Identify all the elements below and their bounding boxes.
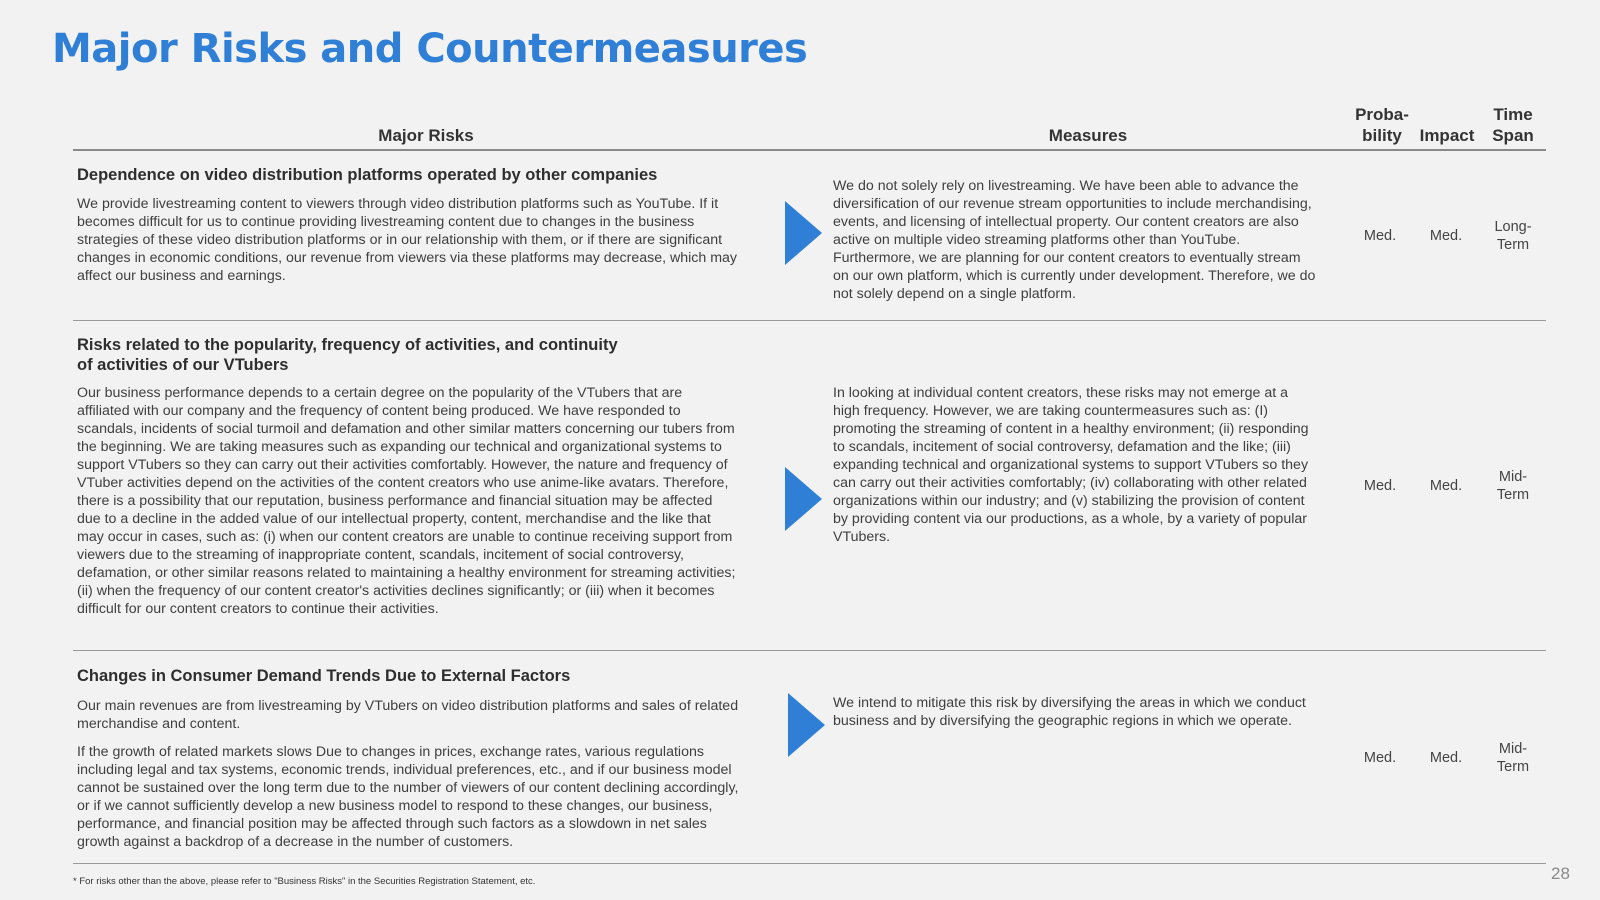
header-time-span: [1478, 104, 1548, 146]
text-line: (ii) when the frequency of our content creator's activities declines significantly; or (iii) when it becomes: [77, 583, 715, 599]
risk-title-line: of activities of our VTubers: [77, 356, 289, 374]
header-probability: [1347, 104, 1417, 146]
text-line: performance, and financial position may be affected through such factors as a slowdown in net sales: [77, 816, 707, 832]
text-line: promoting the streaming of content in a healthy environment; (ii) responding: [833, 421, 1309, 437]
text-line: on our own platform, which is currently under development. Therefore, we do: [833, 268, 1316, 284]
risk-description: [77, 743, 738, 851]
text-line: Our business performance depends to a certain degree on the popularity of the VTubers that are: [77, 385, 683, 401]
text-line: by providing content via our productions, as a whole, by a variety of popular: [833, 511, 1307, 527]
impact-value: Med.: [1429, 478, 1463, 494]
text-line: We do not solely rely on livestreaming. We have been able to advance the: [833, 178, 1299, 194]
risk-description: [77, 195, 737, 285]
risk-title-line: Risks related to the popularity, frequency of activities, and continuity: [77, 336, 618, 354]
text-line: affect our business and earnings.: [77, 268, 286, 284]
text-line: becomes difficult for us to continue providing livestreaming content due to changes in the business: [77, 214, 695, 230]
text-line: scandals, incidents of social turmoil and defamation and other similar matters concerning our tubers from: [77, 421, 735, 437]
text-line: there is a possibility that our reputation, business performance and financial situation may be affected: [77, 493, 713, 509]
time-span-line: Mid-: [1498, 469, 1528, 485]
footnote: * For risks other than the above, please refer to "Business Risks" in the Securities Registration Statement, etc.: [73, 876, 536, 887]
risk-title: [77, 165, 657, 185]
bottom-divider: [73, 863, 1546, 864]
text-line: viewers due to the streaming of inappropriate content, scandals, incitement of social controversy,: [77, 547, 684, 563]
measure-description: [833, 177, 1351, 303]
risk-title-line: Dependence on video distribution platforms operated by other companies: [77, 166, 658, 184]
arrow-right-icon: [788, 693, 825, 757]
time-span-line: Term: [1496, 237, 1530, 253]
page-title: Major Risks and Countermeasures: [52, 26, 808, 72]
risk-description: [77, 384, 735, 618]
header-major-risks: Major Risks: [378, 126, 474, 145]
header-time-span-line2: Span: [1492, 126, 1534, 145]
measure-description: [833, 384, 1351, 546]
text-line: Furthermore, we are planning for our content creators to eventually stream: [833, 250, 1301, 266]
text-line: active on multiple video streaming platforms other than YouTube.: [833, 232, 1241, 248]
arrow-right-icon: [785, 467, 822, 531]
text-line: difficult for our content creators to continue their activities.: [77, 601, 439, 617]
text-line: business and by diversifying the geographic regions in which we operate.: [833, 713, 1293, 729]
text-line: due to a decline in the added value of our intellectual property, content, merchandise and the like that: [77, 511, 711, 527]
header-impact: Impact: [1419, 126, 1475, 145]
time-span-value: [1478, 468, 1548, 504]
text-line: organizations within our industry; and (v) stabilizing the provision of content: [833, 493, 1305, 509]
text-line: expanding technical and organizational systems to support VTubers so they: [833, 457, 1309, 473]
text-line: to scandals, incitement of social controversy, defamation and the like; (iii): [833, 439, 1291, 455]
text-line: diversification of our revenue stream opportunities to include merchandising,: [833, 196, 1312, 212]
text-line: the beginning. We are taking measures such as expanding our technical and organizational systems to: [77, 439, 722, 455]
risk-title-line: Changes in Consumer Demand Trends Due to External Factors: [77, 667, 571, 685]
text-line: changes in economic conditions, our revenue from viewers via these platforms may decrease, which may: [77, 250, 738, 266]
page-number: 28: [1551, 864, 1570, 883]
header-divider: [73, 149, 1546, 151]
probability-value: Med.: [1363, 750, 1397, 766]
row-divider: [73, 650, 1546, 651]
text-line: not solely depend on a single platform.: [833, 286, 1076, 302]
text-line: strategies of these video distribution platforms or in our relationship with them, or if there are significant: [77, 232, 723, 248]
text-line: If the growth of related markets slows Due to changes in prices, exchange rates, various regulations: [77, 744, 704, 760]
text-line: may occur in cases, such as: (i) when our content creators are unable to continue receiving support from: [77, 529, 733, 545]
text-line: VTuber activities depend on the activities of the content creators who use anime-like avatars. Therefore,: [77, 475, 729, 491]
text-line: merchandise and content.: [77, 716, 241, 732]
time-span-line: Term: [1496, 487, 1530, 503]
header-probability-line2: bility: [1362, 126, 1402, 145]
probability-value: Med.: [1363, 478, 1397, 494]
time-span-value: [1478, 740, 1548, 776]
text-line: including legal and tax systems, economic trends, individual preferences, etc., and if our business model: [77, 762, 732, 778]
probability-value: Med.: [1363, 228, 1397, 244]
row-divider: [73, 320, 1546, 321]
text-line: can carry out their activities comfortably; (iv) collaborating with other related: [833, 475, 1307, 491]
text-line: We provide livestreaming content to viewers through video distribution platforms such as YouTube. If it: [77, 196, 719, 212]
text-line: affiliated with our company and the frequency of content being produced. We have responded to: [77, 403, 681, 419]
time-span-value: [1478, 218, 1548, 254]
text-line: defamation, or other similar reasons related to maintaining a healthy environment for streaming activities;: [77, 565, 736, 581]
impact-value: Med.: [1429, 750, 1463, 766]
text-line: We intend to mitigate this risk by diversifying the areas in which we conduct: [833, 695, 1306, 711]
text-line: events, and licensing of intellectual property. Our content creators are also: [833, 214, 1299, 230]
text-line: In looking at individual content creators, these risks may not emerge at a: [833, 385, 1289, 401]
header-measures: Measures: [1048, 126, 1128, 145]
risk-description: [77, 697, 738, 733]
header-time-span-line1: Time: [1493, 105, 1533, 124]
text-line: high frequency. However, we are taking countermeasures such as: (I): [833, 403, 1269, 419]
text-line: cannot be sustained over the long term due to the number of viewers of our content declining accordingly,: [77, 780, 739, 796]
text-line: support VTubers so they can carry out their activities comfortably. However, the nature and frequency of: [77, 457, 728, 473]
time-span-line: Mid-: [1498, 741, 1528, 757]
measure-description: [833, 694, 1351, 730]
impact-value: Med.: [1429, 228, 1463, 244]
risk-title: [77, 666, 570, 686]
header-probability-line1: Proba-: [1355, 105, 1409, 124]
time-span-line: Long-: [1494, 219, 1532, 235]
risk-title: [77, 335, 618, 375]
text-line: growth against a backdrop of a decrease in the number of customers.: [77, 834, 514, 850]
text-line: or if we cannot sufficiently develop a new business model to respond to these changes, our business,: [77, 798, 713, 814]
text-line: VTubers.: [833, 529, 891, 545]
arrow-right-icon: [785, 201, 822, 265]
text-line: Our main revenues are from livestreaming by VTubers on video distribution platforms and sales of related: [77, 698, 739, 714]
time-span-line: Term: [1496, 759, 1530, 775]
